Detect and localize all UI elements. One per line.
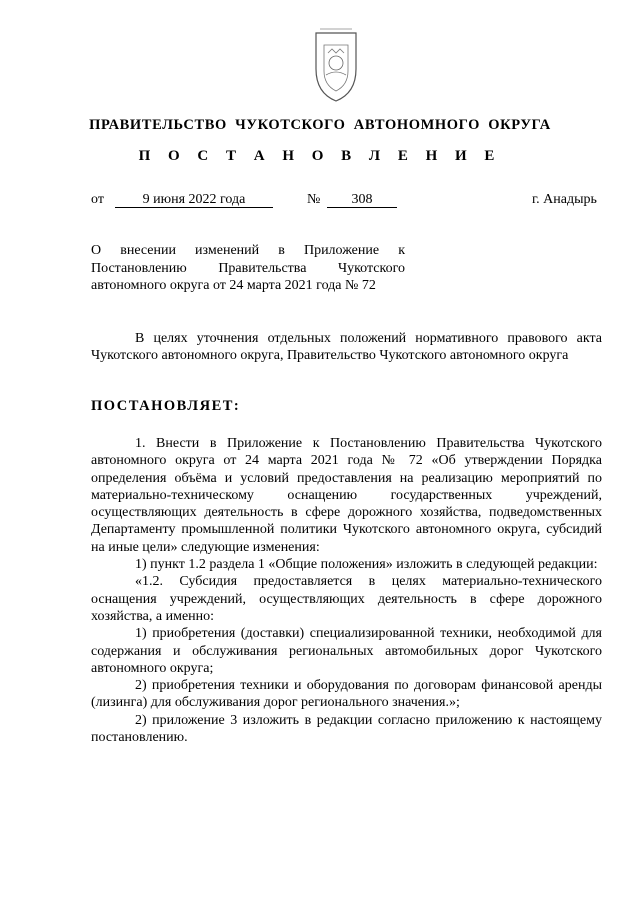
paragraph: 1) приобретения (доставки) специализированной техники, необходимой для содержания и обслуживания региональных автомобильных дорог Чукотского автономного округа;: [91, 626, 602, 676]
document-type: П О С Т А Н О В Л Е Н И Е: [138, 148, 502, 164]
coat-of-arms-icon: [302, 25, 370, 105]
intro-paragraph: В целях уточнения отдельных положений нормативного правового акта Чукотского автономного округа, Правительство Чукотского автономного округа: [91, 331, 602, 364]
paragraph: 2) приложение 3 изложить в редакции согласно приложению к настоящему постановлению.: [91, 712, 602, 746]
date-prefix: от: [91, 192, 104, 207]
paragraph: «1.2. Субсидия предоставляется в целях материально-технического оснащения учреждений, осуществляющих деятельность в сфере дорожного хозяйства, а именно:: [91, 574, 602, 624]
city: г. Анадырь: [532, 192, 597, 207]
paragraph: 1) пункт 1.2 раздела 1 «Общие положения» изложить в следующей редакции:: [135, 557, 598, 573]
document-number: 308: [327, 192, 397, 208]
decree-word: ПОСТАНОВЛЯЕТ:: [91, 398, 241, 414]
document-subject: О внесении изменений в Приложение к Постановлению Правительства Чукотского автономного округа от 24 марта 2021 года № 72: [91, 243, 405, 293]
paragraph: 1. Внести в Приложение к Постановлению Правительства Чукотского автономного округа от 24 марта 2021 года № 72 «Об утверждении Порядка определения объёма и условий предоставления на реализацию мероприятий по материально-техническому оснащению государственных учреждений, осуществляющих деятельность в сфере дорожного хозяйства, подведомственных Департаменту промышленной политики Чукотского автономного округа, субсидий на иные цели» следующие изменения:: [91, 436, 602, 555]
organization-name: ПРАВИТЕЛЬСТВО ЧУКОТСКОГО АВТОНОМНОГО ОКРУГА: [89, 117, 551, 133]
decree-body: [91, 435, 602, 746]
paragraph: 2) приобретения техники и оборудования по договорам финансовой аренды (лизинга) для обслуживания дорог регионального значения.»;: [91, 678, 602, 711]
number-prefix: №: [307, 192, 321, 207]
date-field: [115, 192, 273, 208]
document-date: 9 июня 2022 года: [115, 192, 273, 208]
number-field: [327, 192, 397, 208]
